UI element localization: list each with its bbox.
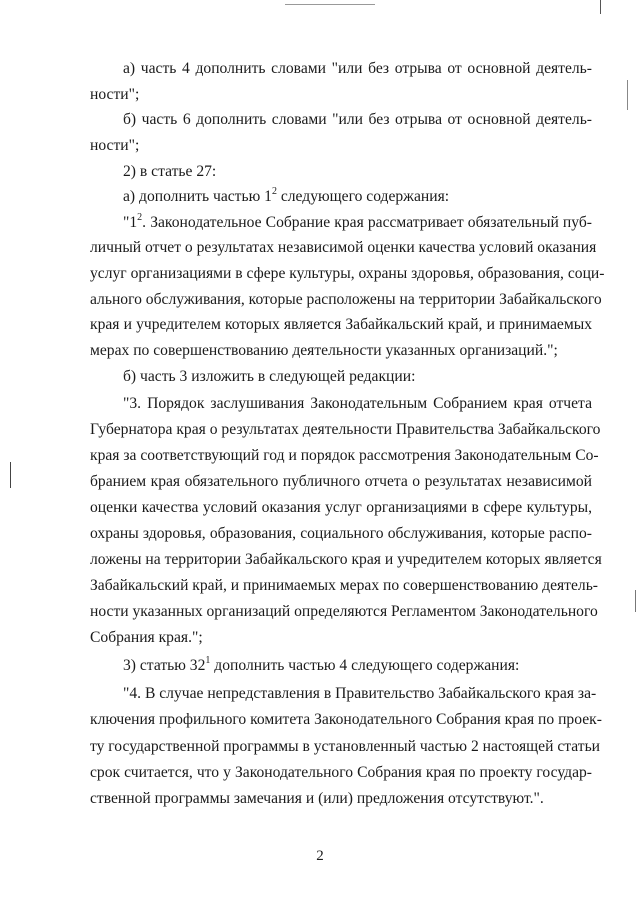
text-line: "4. В случае непредставления в Правительство Забайкальского края за- <box>123 685 597 702</box>
text-line: ложены на территории Забайкальского края и учредителем которых является <box>90 551 602 568</box>
scan-artifact-top <box>285 4 375 5</box>
text-line: ту государственной программы в установленный частью 2 настоящей статьи <box>90 738 601 755</box>
text-fragment: "1 <box>123 214 138 231</box>
text-line: услуг организациями в сфере культуры, охраны здоровья, образования, соци- <box>90 265 605 282</box>
text-line: ности"; <box>90 137 140 154</box>
text-line: края за соответствующий год и порядок рассмотрения Законодательным Со- <box>90 447 599 464</box>
superscript: 2 <box>137 211 143 223</box>
text-line: ственной программы замечания и (или) предложения отсутствуют.". <box>90 790 544 807</box>
text-fragment: следующего содержания: <box>276 188 450 205</box>
superscript: 1 <box>205 654 211 666</box>
text-line <box>123 656 625 676</box>
text-line: б) часть 6 дополнить словами "или без отрыва от основной деятель- <box>123 111 592 128</box>
text-fragment: дополнить частью 4 следующего содержания: <box>210 657 520 674</box>
superscript: 2 <box>271 185 277 197</box>
page-number: 2 <box>316 848 324 864</box>
scan-artifact-right-edge <box>627 80 628 110</box>
scan-artifact-right-mid <box>635 590 636 612</box>
text-line: охраны здоровья, образования, социального обслуживания, которые распо- <box>90 525 592 542</box>
text-fragment: 3) статью 32 <box>123 657 206 674</box>
text-line: а) часть 4 дополнить словами "или без отрыва от основной деятель- <box>123 60 592 77</box>
text-line <box>123 213 592 233</box>
text-line: ности"; <box>90 86 140 103</box>
text-line: Забайкальский край, и принимаемых мерах по совершенствованию деятель- <box>90 577 598 594</box>
text-line <box>123 187 625 207</box>
text-line: ального обслуживания, которые расположены на территории Забайкальского <box>90 291 602 308</box>
text-line: мерах по совершенствованию деятельности указанных организаций."; <box>90 342 558 359</box>
text-line: Губернатора края о результатах деятельности Правительства Забайкальского <box>90 421 601 438</box>
text-line: 2) в статье 27: <box>123 163 217 180</box>
text-line: Собрания края."; <box>90 629 203 646</box>
text-line: бранием края обязательного публичного отчета о результатах независимой <box>90 473 592 490</box>
text-line: личный отчет о результатах независимой оценки качества условий оказания <box>90 239 597 256</box>
text-fragment: . Законодательное Собрание края рассматривает обязательный пуб- <box>142 214 592 231</box>
text-line: срок считается, что у Законодательного Собрания края по проекту государ- <box>90 764 592 781</box>
scan-artifact-left-edge <box>10 462 11 488</box>
text-line: ности указанных организаций определяются Регламентом Законодательного <box>90 603 598 620</box>
scan-artifact-right-top <box>600 0 601 14</box>
text-line: оценки качества условий оказания услуг организациями в сфере культуры, <box>90 499 592 516</box>
text-line: "3. Порядок заслушивания Законодательным Собранием края отчета <box>123 395 592 412</box>
text-line: ключения профильного комитета Законодательного Собрания края по проек- <box>90 711 602 728</box>
text-line: края и учредителем которых является Забайкальский край, и принимаемых <box>90 316 592 333</box>
text-line: б) часть 3 изложить в следующей редакции: <box>123 368 416 385</box>
text-fragment: а) дополнить частью 1 <box>123 188 272 205</box>
